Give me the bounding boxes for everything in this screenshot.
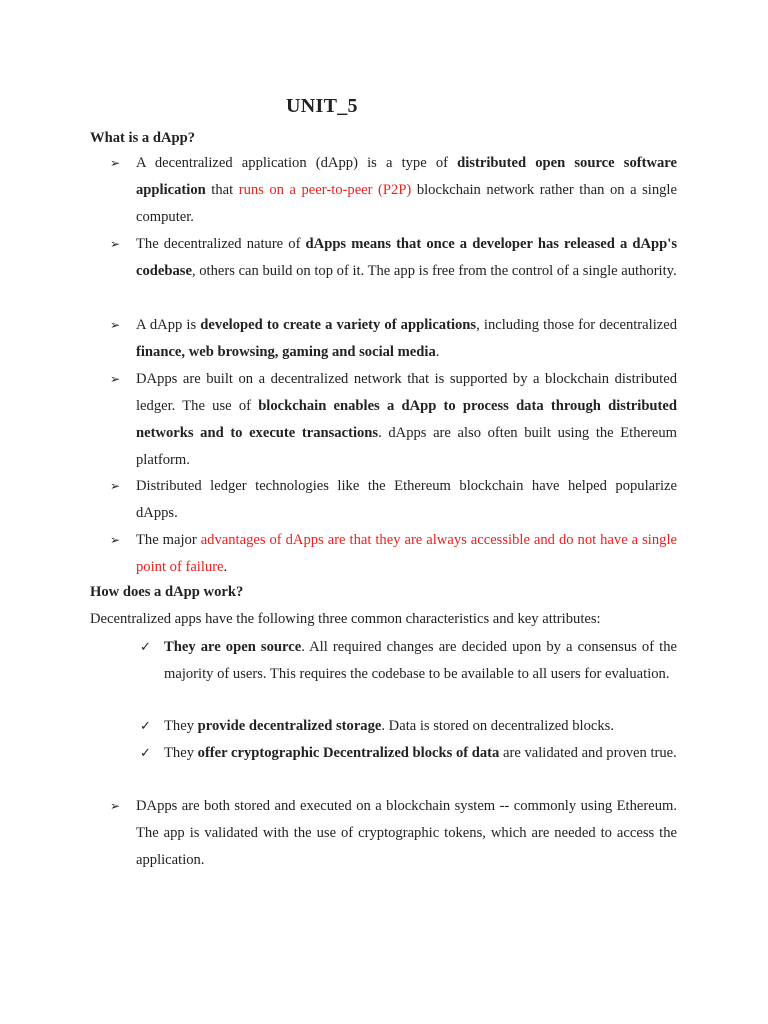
check-list-item — [140, 740, 700, 767]
check-mark-icon: ✓ — [140, 640, 151, 655]
list-item — [110, 527, 700, 581]
arrow-bullet-icon: ➢ — [110, 156, 121, 170]
check-list-item-text: They are open source. All required changes are decided upon by a consensus of the majority of users. This requires the codebase to be available to all users for evaluation. — [164, 639, 677, 682]
section-heading-what-is-dapp: What is a dApp? — [90, 130, 196, 146]
list-item — [110, 473, 700, 527]
arrow-bullet-icon: ➢ — [110, 479, 121, 493]
list-item-text: The major advantages of dApps are that they are always accessible and do not have a single point of failure. — [136, 532, 677, 575]
arrow-bullet-icon: ➢ — [110, 533, 121, 547]
list-item-text: A decentralized application (dApp) is a type of distributed open source software application that runs on a peer-to-peer (P2P) blockchain network rather than on a single computer. — [136, 155, 677, 225]
list-item-text: DApps are both stored and executed on a blockchain system -- commonly using Ethereum. The app is validated with the use of cryptographic tokens, which are needed to access the application. — [136, 798, 677, 868]
page-title: UNIT_5 — [286, 95, 358, 117]
list-item — [110, 366, 700, 474]
list-item — [110, 312, 700, 366]
arrow-bullet-icon: ➢ — [110, 237, 121, 251]
arrow-bullet-icon: ➢ — [110, 318, 121, 332]
check-list-item-text: They provide decentralized storage. Data is stored on decentralized blocks. — [164, 718, 614, 734]
check-mark-icon: ✓ — [140, 746, 151, 761]
list-item — [110, 793, 700, 874]
arrow-bullet-icon: ➢ — [110, 372, 121, 386]
arrow-bullet-icon: ➢ — [110, 799, 121, 813]
section-intro: Decentralized apps have the following three common characteristics and key attributes: — [90, 611, 601, 627]
list-item-text: The decentralized nature of dApps means that once a developer has released a dApp's codebase, others can build on top of it. The app is free from the control of a single authority. — [136, 236, 677, 279]
check-list-item-text: They offer cryptographic Decentralized blocks of data are validated and proven true. — [164, 745, 677, 761]
check-list-item — [140, 713, 700, 740]
list-item — [110, 150, 700, 231]
check-list-item — [140, 634, 700, 688]
list-item — [110, 231, 700, 285]
list-item-text: Distributed ledger technologies like the Ethereum blockchain have helped popularize dApps. — [136, 478, 677, 521]
list-item-text: DApps are built on a decentralized network that is supported by a blockchain distributed ledger. The use of blockchain enables a dApp to process data through distributed networks and to execute transactions. dApps are also often built using the Ethereum platform. — [136, 371, 678, 468]
list-item-text: A dApp is developed to create a variety of applications, including those for decentralized finance, web browsing, gaming and social media. — [136, 317, 678, 360]
section-heading-how-dapp-works: How does a dApp work? — [90, 584, 244, 600]
check-mark-icon: ✓ — [140, 719, 151, 734]
